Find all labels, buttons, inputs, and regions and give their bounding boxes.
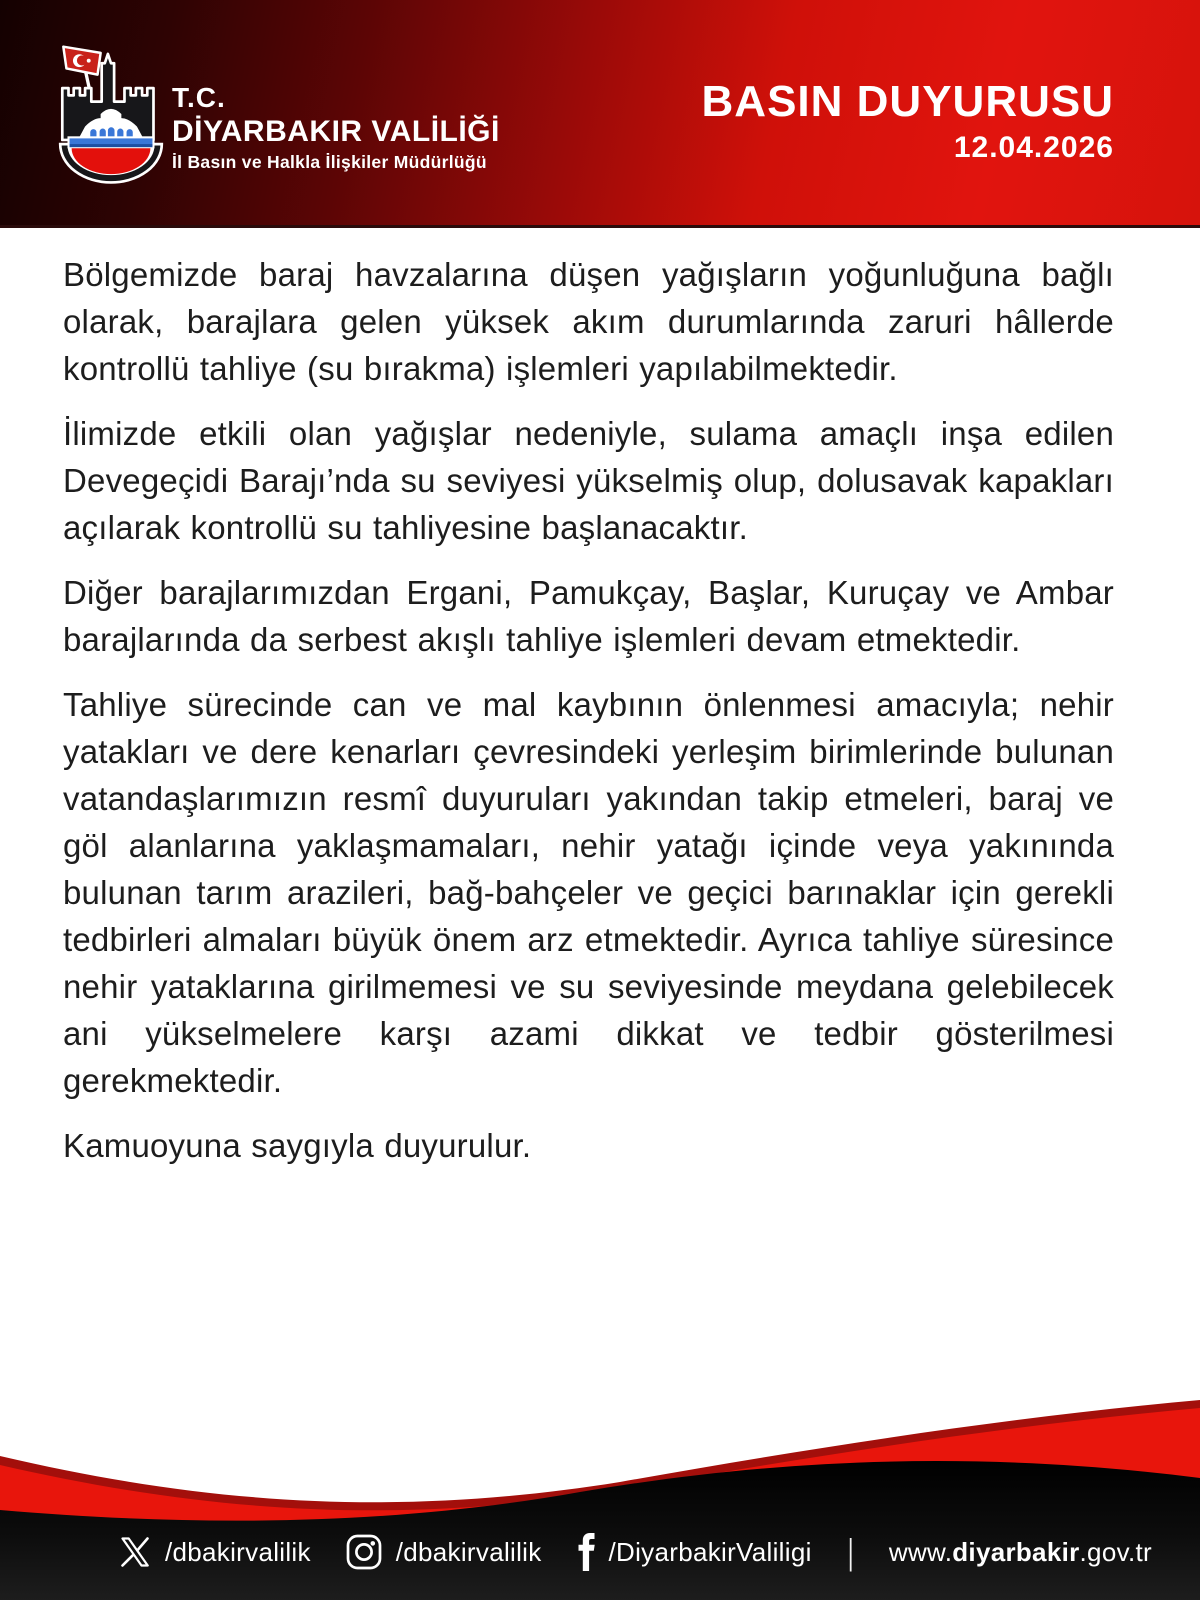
website-suffix: .gov.tr — [1079, 1536, 1152, 1567]
website-bold: diyarbakir — [952, 1536, 1080, 1567]
body-paragraph-5: Kamuoyuna saygıyla duyurulur. — [63, 1127, 532, 1164]
website-link[interactable] — [889, 1537, 1152, 1568]
header-banner — [0, 0, 1200, 228]
org-tc: T.C. — [172, 82, 226, 113]
doc-type-title: BASIN DUYURUSU — [701, 77, 1114, 126]
x-handle-text: /dbakirvalilik — [165, 1536, 311, 1567]
announcement-body — [0, 231, 1200, 1187]
body-paragraph-2: İlimizde etkili olan yağışlar nedeniyle, sulama amaçlı inşa edilen Devegeçidi Barajı’nda su seviyesi yükselmiş olup, dolusavak kapakları açılarak kontrollü su tahliyesine başlanacaktır. — [63, 415, 1114, 546]
social-facebook-handle[interactable] — [576, 1532, 812, 1572]
footer-social-bar — [0, 1524, 1200, 1580]
body-paragraph-3: Diğer barajlarımızdan Ergani, Pamukçay, Başlar, Kuruçay ve Ambar barajlarında da serbest akışlı tahliye işlemleri devam etmektedir. — [63, 574, 1114, 658]
org-name: DİYARBAKIR VALİLİĞİ — [172, 115, 500, 148]
doc-date: 12.04.2026 — [953, 131, 1114, 164]
body-paragraph-4: Tahliye sürecinde can ve mal kaybının önlenmesi amacıyla; nehir yatakları ve dere kenarları çevresindeki yerleşim birimlerinde bulunan vatandaşlarımızın resmî duyuruları yakından takip etmeleri, baraj ve göl alanlarına yaklaşmamaları, nehir yatağı içinde veya yakınında bulunan tarım arazileri, bağ-bahçeler ve geçici barınaklar için gerekli tedbirleri almaları büyük önem arz etmektedir. Ayrıca tahliye süresince nehir yataklarına girilmemesi ve su seviyesinde meydana gelebilecek ani yükselmelere karşı azami dikkat ve tedbir gösterilmesi gerekmektedir. — [63, 686, 1114, 1099]
doc-title-block — [701, 77, 1114, 164]
x-icon — [118, 1535, 152, 1569]
facebook-handle-text: /DiyarbakirValiligi — [608, 1536, 812, 1567]
social-instagram-handle[interactable] — [345, 1533, 542, 1571]
instagram-handle-text: /dbakirvalilik — [395, 1536, 542, 1567]
diyarbakir-city-walls-emblem-icon — [54, 40, 168, 186]
social-x-handle[interactable] — [118, 1535, 311, 1569]
facebook-icon — [576, 1532, 596, 1572]
footer-separator: | — [847, 1531, 854, 1572]
instagram-icon — [345, 1533, 383, 1571]
body-paragraph-1: Bölgemizde baraj havzalarına düşen yağışların yoğunluğuna bağlı olarak, barajlara gelen yüksek akım durumlarında zaruri hâllerde kontrollü tahliye (su bırakma) işlemleri yapılabilmektedir. — [63, 256, 1114, 387]
footer — [0, 1360, 1200, 1600]
website-prefix: www. — [888, 1536, 953, 1567]
org-title-block — [172, 84, 500, 172]
org-subtitle: İl Basın ve Halkla İlişkiler Müdürlüğü — [172, 152, 487, 172]
org-logo — [54, 40, 168, 186]
